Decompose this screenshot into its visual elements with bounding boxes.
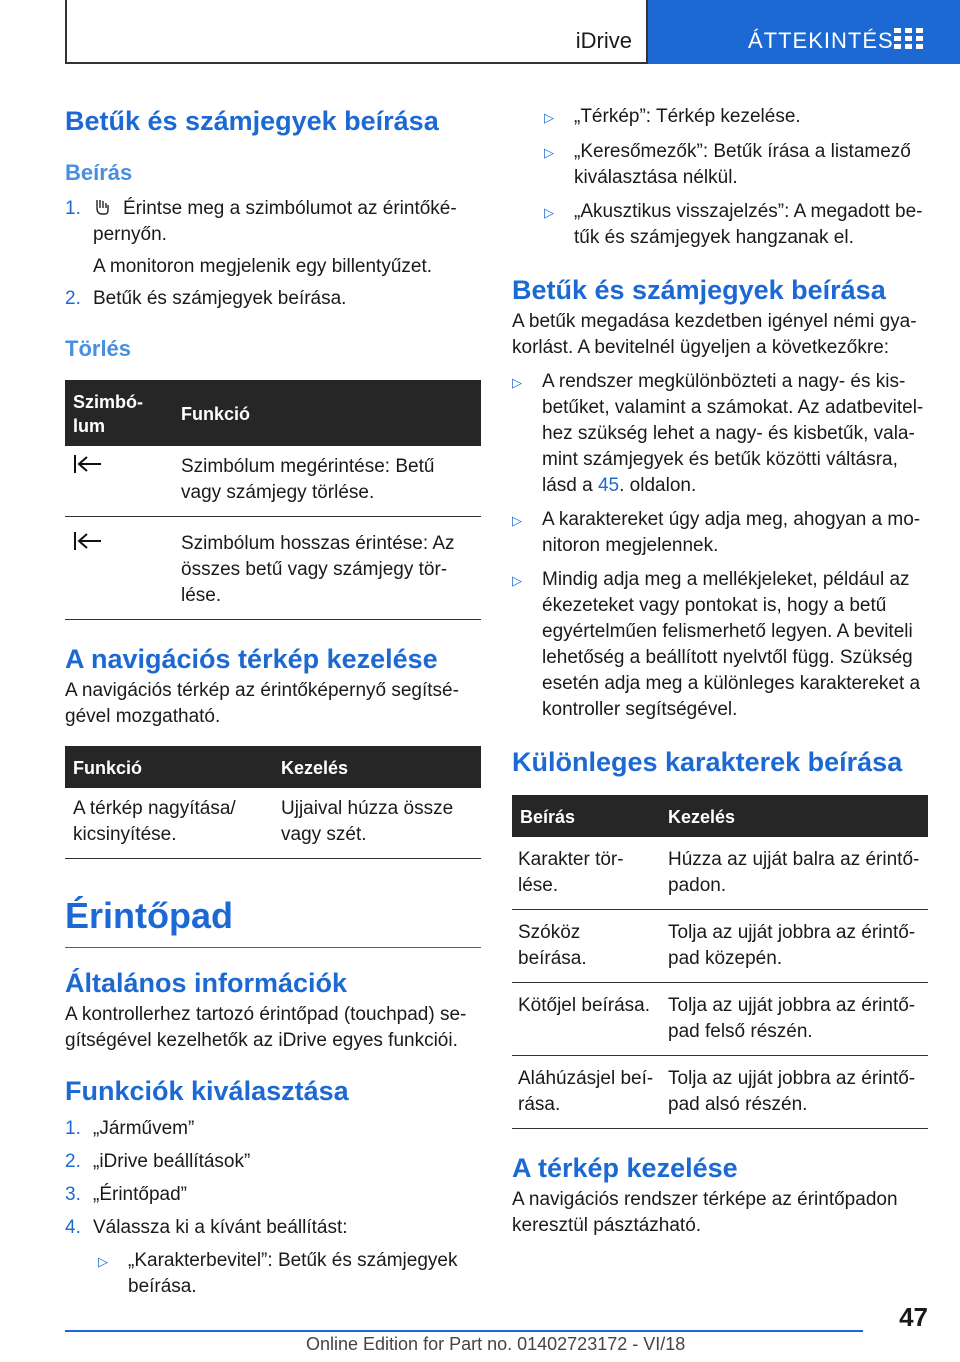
table-header-symbol: Szimbó-lum (65, 380, 173, 446)
bullet-triangle-icon: ▷ (512, 375, 522, 390)
step-number: 1. (65, 1118, 81, 1139)
table-header-function: Funkció (65, 746, 273, 788)
table-header-operation: Kezelés (273, 746, 481, 788)
bullet-text: A rendszer megkülönbözteti a nagy- és kis-betűket, valamint a számokat. Az adatbevitel-hez szükség lehet a nagy- és kisbetűk, vala-mint számjegyek és betűk közötti váltásra, lásd a (542, 371, 924, 496)
bullet-triangle-icon: ▷ (544, 145, 554, 160)
heading-general-info: Általános információk (65, 968, 348, 998)
table-cell: Tolja az ujját jobbra az érintő-pad felső részén. (660, 983, 928, 1056)
touch-icon (93, 199, 115, 215)
backspace-arrow-icon (73, 531, 103, 551)
step-number: 3. (65, 1184, 81, 1205)
table-cell: Húzza az ujját balra az érintő-padon. (660, 837, 928, 910)
header-box (65, 0, 648, 64)
footer-divider (65, 1330, 863, 1332)
bullet-text: „Karakterbevitel”: Betűk és számjegyek beírása. (128, 1250, 458, 1297)
table-cell: Aláhúzásjel beí-rása. (512, 1056, 660, 1129)
bullet-text: „Akusztikus visszajelzés”: A megadott be-tűk és számjegyek hangzanak el. (574, 201, 923, 248)
bullet-triangle-icon: ▷ (512, 513, 522, 528)
table-cell: Tolja az ujját jobbra az érintő-pad alsó részén. (660, 1056, 928, 1129)
header-tab-overview[interactable] (648, 0, 960, 64)
special-chars-table (512, 795, 928, 1129)
table-cell: Tolja az ujját jobbra az érintő-pad közepén. (660, 910, 928, 983)
heading-map-operation: A térkép kezelése (512, 1153, 738, 1183)
bullet-text: Mindig adja meg a mellékjeleket, például az ékezeteket vagy pontokat is, hogy a betű egyértelműen felismerhető legyen. A beviteli lehetőség a beállított nyelvtől függ. Szükség esetén adja meg a különleges karaktereket a kontroller segítségével. (542, 569, 921, 720)
step-1-note (65, 254, 481, 280)
map-table (65, 746, 481, 859)
list-item (544, 199, 928, 251)
table-cell-function: Szimbólum hosszas érintése: Az összes betű vagy számjegy tör-lése. (173, 517, 481, 620)
table-cell: Ujjaival húzza össze vagy szét. (273, 788, 481, 859)
bullet-list-top (512, 104, 928, 251)
list-item (544, 139, 928, 191)
step-note-text: A monitoron megjelenik egy billentyűzet. (93, 256, 433, 277)
step-1 (65, 196, 481, 248)
page-link[interactable]: 45 (597, 475, 620, 496)
bullet-triangle-icon: ▷ (544, 205, 554, 220)
general-info-text: A kontrollerhez tartozó érintőpad (touchpad) se-gítségével kezelhetők az iDrive egyes funkciói. (65, 1004, 467, 1051)
table-cell: A térkép nagyítása/ kicsinyítése. (65, 788, 273, 859)
step-text: „Járművem” (93, 1118, 195, 1139)
list-item (65, 1215, 481, 1241)
table-header-operation: Kezelés (660, 795, 928, 837)
page-number: 47 (899, 1302, 928, 1332)
bullet-list-input (512, 369, 928, 723)
list-item (512, 369, 928, 499)
grid-icon (894, 28, 924, 52)
bullet-triangle-icon: ▷ (544, 110, 554, 125)
step-text: Betűk és számjegyek beírása. (93, 288, 347, 309)
table-row (512, 910, 928, 983)
bullet-triangle-icon: ▷ (98, 1254, 108, 1269)
table-row (65, 446, 481, 517)
backspace-arrow-icon (73, 454, 103, 474)
list-item (65, 1182, 481, 1208)
left-column (65, 96, 481, 1300)
list-item (98, 1248, 481, 1300)
step-text: „Érintőpad” (93, 1184, 187, 1205)
map-operation-text: A navigációs rendszer térképe az érintőpadon keresztül pásztázható. (512, 1189, 898, 1236)
list-item (544, 104, 928, 131)
heading-select-functions: Funkciók kiválasztása (65, 1076, 349, 1106)
table-cell: Szóköz beírása. (512, 910, 660, 983)
heading-nav-map: A navigációs térkép kezelése (65, 644, 438, 674)
input-intro-text: A betűk megadása kezdetben igényel némi gya-korlást. A bevitelnél ügyeljen a következőkre: (512, 311, 917, 358)
step-text: „iDrive beállítások” (93, 1151, 251, 1172)
list-item (512, 567, 928, 723)
step-number: 4. (65, 1217, 81, 1238)
bullet-text: „Térkép”: Térkép kezelése. (574, 106, 801, 127)
table-cell: Karakter tör-lése. (512, 837, 660, 910)
table-row (65, 788, 481, 859)
step-number: 1. (65, 198, 81, 219)
header-tab-label: ÁTTEKINTÉS (748, 28, 894, 53)
heading-touchpad: Érintőpad (65, 893, 481, 948)
step-number: 2. (65, 288, 81, 309)
heading-torles: Törlés (65, 336, 132, 361)
table-row (65, 517, 481, 620)
step-text: Érintse meg a szimbólumot az érintőké-pernyőn. (93, 198, 457, 245)
right-column (512, 96, 928, 1239)
delete-table (65, 380, 481, 620)
table-header-function: Funkció (173, 380, 481, 446)
step-2 (65, 286, 481, 312)
table-cell-function: Szimbólum megérintése: Betű vagy számjegy törlése. (173, 446, 481, 517)
nav-map-text: A navigációs térkép az érintőképernyő segítsé-gével mozgatható. (65, 680, 459, 727)
bullet-text: A karaktereket úgy adja meg, ahogyan a mo-nitoron megjelennek. (542, 509, 921, 556)
bullet-text-end: . oldalon. (619, 475, 697, 496)
heading-input-letters-2: Betűk és számjegyek beírása (512, 275, 886, 305)
heading-special-chars: Különleges karakterek beírása (512, 747, 903, 777)
steps-list (65, 1116, 481, 1300)
bullet-triangle-icon: ▷ (512, 573, 522, 588)
heading-input-letters: Betűk és számjegyek beírása (65, 106, 439, 136)
heading-beiras: Beírás (65, 160, 133, 185)
list-item (65, 1116, 481, 1142)
list-item (65, 1149, 481, 1175)
table-cell: Kötőjel beírása. (512, 983, 660, 1056)
bullet-text: „Keresőmezők”: Betűk írása a listamező kiválasztása nélkül. (574, 141, 911, 188)
table-row (512, 837, 928, 910)
table-header-input: Beírás (512, 795, 660, 837)
footer-edition-text: Online Edition for Part no. 01402723172 - VI/18 (306, 1334, 686, 1354)
table-row (512, 1056, 928, 1129)
list-item (512, 507, 928, 559)
step-text: Válassza ki a kívánt beállítást: (93, 1217, 348, 1238)
step-number: 2. (65, 1151, 81, 1172)
header-section-label: iDrive (575, 28, 632, 53)
table-row (512, 983, 928, 1056)
